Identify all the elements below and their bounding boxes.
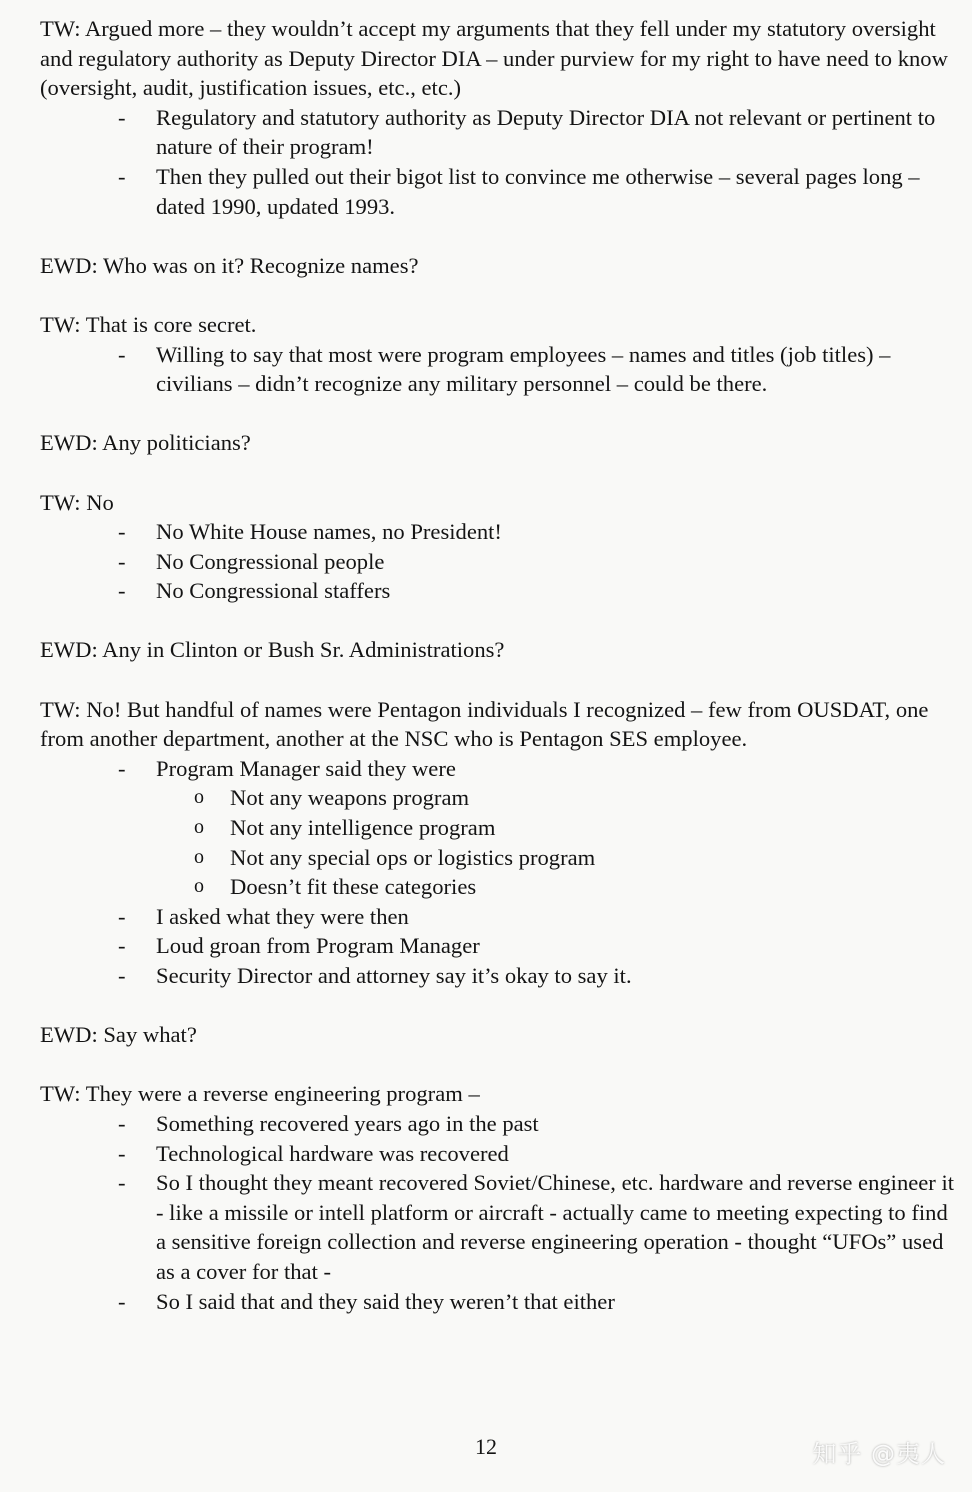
bullet-list [40,754,958,991]
bullet-item [40,1139,958,1169]
bullet-text: Then they pulled out their bigot list to convince me otherwise – several pages long – dated 1990, updated 1993. [156,163,920,219]
dash-bullet-icon: - [118,755,126,781]
bullet-text: No Congressional staffers [156,578,391,604]
bullet-item [40,931,958,961]
bullet-item [40,517,958,547]
sub-bullet-text: Not any weapons program [230,785,470,811]
dash-bullet-icon: - [118,341,126,367]
speaker-line: TW: No! But handful of names were Pentagon individuals I recognized – few from OUSDAT, one from another department, another at the NSC who is Pentagon SES employee. [40,696,929,752]
bullet-item [40,1168,958,1286]
sub-bullet-item [40,813,958,843]
dash-bullet-icon: - [118,578,126,604]
bullet-text: No Congressional people [156,548,385,574]
bullet-text: I asked what they were then [156,903,409,929]
dash-bullet-icon: - [118,1110,126,1136]
bullet-text: Program Manager said they were [156,755,456,781]
bullet-text: Regulatory and statutory authority as Deputy Director DIA not relevant or pertinent to nature of their program! [156,104,936,160]
speaker-line: TW: Argued more – they wouldn’t accept my arguments that they fell under my statutory oversight and regulatory authority as Deputy Director DIA – under purview for my right to have need to know (oversight, audit, justification issues, etc., etc.) [40,16,948,101]
sub-bullet-item [40,843,958,873]
bullet-text: Willing to say that most were program employees – names and titles (job titles) – civilians – didn’t recognize any military personnel – could be there. [156,341,891,397]
sub-bullet-text: Not any special ops or logistics program [230,844,596,870]
circle-bullet-icon: o [194,816,204,839]
speaker-line: EWD: Any politicians? [40,430,251,456]
transcript-entry [40,488,958,606]
bullet-list [40,103,958,221]
document-page [40,14,958,1346]
dash-bullet-icon: - [118,1170,126,1196]
bullet-text: Technological hardware was recovered [156,1140,509,1166]
bullet-text: Loud groan from Program Manager [156,933,480,959]
speaker-line: TW: That is core secret. [40,311,257,337]
dash-bullet-icon: - [118,163,126,189]
circle-bullet-icon: o [194,845,204,868]
speaker-line: TW: No [40,489,114,515]
transcript-entry [40,251,958,281]
dash-bullet-icon: - [118,104,126,130]
circle-bullet-icon: o [194,786,204,809]
transcript-entry [40,1079,958,1316]
sub-bullet-text: Not any intelligence program [230,815,496,841]
transcript-entry [40,1020,958,1050]
transcript-entry [40,310,958,399]
sub-bullet-item [40,783,958,813]
dash-bullet-icon: - [118,1288,126,1314]
page-number: 12 [475,1434,497,1459]
bullet-item [40,1109,958,1139]
bullet-item [40,902,958,932]
dash-bullet-icon: - [118,1140,126,1166]
bullet-text: So I said that and they said they weren’t that either [156,1288,615,1314]
dash-bullet-icon: - [118,548,126,574]
bullet-item [40,576,958,606]
sub-bullet-text: Doesn’t fit these categories [230,874,477,900]
bullet-text: No White House names, no President! [156,519,502,545]
circle-bullet-icon: o [194,875,204,898]
bullet-item [40,961,958,991]
transcript-entry [40,428,958,458]
dash-bullet-icon: - [118,963,126,988]
bullet-item [40,754,958,784]
bullet-text: Security Director and attorney say it’s okay to say it. [156,963,632,988]
transcript-entry [40,14,958,221]
speaker-line: EWD: Say what? [40,1022,197,1048]
transcript-entry [40,635,958,665]
bullet-item [40,103,958,162]
bullet-item [40,547,958,577]
transcript-entry [40,695,958,991]
sub-bullet-item [40,872,958,902]
dash-bullet-icon: - [118,519,126,545]
watermark: 知乎 @夷人 [812,1440,946,1468]
speaker-line: TW: They were a reverse engineering program – [40,1081,480,1107]
bullet-text: Something recovered years ago in the past [156,1110,539,1136]
bullet-list [40,1109,958,1316]
bullet-list [40,340,958,399]
dash-bullet-icon: - [118,903,126,929]
dash-bullet-icon: - [118,933,126,959]
bullet-text: So I thought they meant recovered Soviet/Chinese, etc. hardware and reverse engineer it - like a missile or intell platform or aircraft - actually came to meeting expecting to find a sensitive foreign collection and reverse engineering operation - thought “UFOs” used as a cover for that - [156,1170,955,1284]
bullet-item [40,162,958,221]
bullet-list [40,517,958,606]
bullet-item [40,340,958,399]
bullet-item [40,1287,958,1317]
speaker-line: EWD: Who was on it? Recognize names? [40,252,419,278]
speaker-line: EWD: Any in Clinton or Bush Sr. Administrations? [40,637,505,663]
